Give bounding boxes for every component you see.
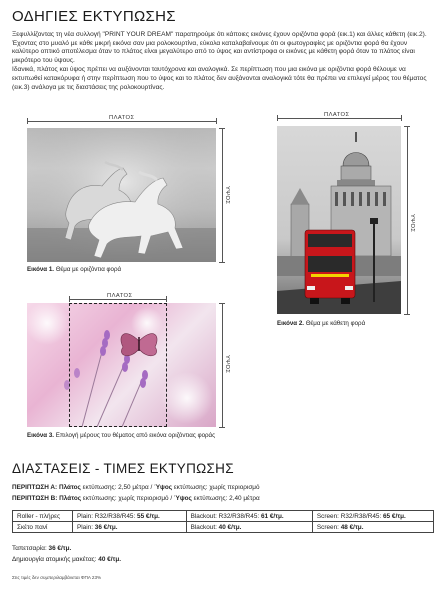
price-cell-blackout: Blackout: R32/R38/R45: 61 €/τμ. [186,511,312,522]
fig1-horses-photo [27,128,216,262]
fig3-height-line [222,303,223,427]
fig3-butterfly-photo [27,303,216,427]
fig3-width-line [69,299,167,300]
intro-text [12,31,434,93]
mockup-price: Δημιουργία ατομικής μακέτας: 40 €/τμ. [12,556,122,563]
fig3-height-label: ΥΨΟΣ [224,355,230,374]
fig3-crop-frame [69,303,167,427]
case-a-line: ΠΕΡΙΠΤΩΣΗ Α: Πλάτος εκτύπωσης: 2,50 μέτρα / Ύψος εκτύπωσης: χωρίς περιορισμό [12,484,260,491]
fig2-height-line [407,126,408,314]
price-row-name: Roller - πλήρες [13,511,73,522]
price-cell-screen: Screen: R32/R38/R45: 65 €/τμ. [312,511,433,522]
price-table [12,510,434,533]
page-title: ΟΔΗΓΙΕΣ ΕΚΤΥΠΩΣΗΣ [12,8,176,25]
fig2-caption: Εικόνα 2. Θέμα με κάθετη φορά [277,320,366,327]
fig3-caption: Εικόνα 3. Επιλογή μέρους του θέματος από εικόνα οριζόντιας φοράς [27,432,216,439]
fig1-width-line [27,121,217,122]
price-row-name: Σκέτο πανί [13,522,73,533]
intro-paragraph-2: Ιδανικά, πλάτος και ύψος πρέπει να αυξάνονται ταυτόχρονα και αναλογικά. Σε περίπτωση που μια εικόνα με οριζόντια φορά θέλουμε να εκτυπωθεί κατακόρυφα ή στην περίπτωση που το ύψος και το πλάτος δεν αυξάνονται αναλογικά τότε θα πρέπει να επιλεγεί μέρος του θέματος (εικ.3) ανάλογα με τις διαστάσεις της ρολοκουρτίνας. [12,66,427,91]
case-b-line: ΠΕΡΙΠΤΩΣΗ Β: Πλάτος εκτύπωσης: χωρίς περιορισμό / Ύψος εκτύπωσης: 2,40 μέτρα [12,495,260,502]
cathedral-bus-illustration [277,126,401,314]
horses-illustration [27,128,216,262]
price-cell-screen: Screen: 48 €/τμ. [312,522,433,533]
fig1-height-line [222,128,223,262]
fig1-width-label: ΠΛΑΤΟΣ [106,115,137,121]
wallpaper-price: Ταπετσαρία: 36 €/τμ. [12,545,72,552]
price-cell-plain: Plain: 36 €/τμ. [73,522,187,533]
fig2-height-label: ΥΨΟΣ [409,214,415,233]
price-row-roller [13,511,434,522]
fig2-london-bus-photo [277,126,401,314]
fig2-width-line [277,118,402,119]
fig1-height-label: ΥΨΟΣ [224,186,230,205]
fig3-width-label: ΠΛΑΤΟΣ [104,293,135,299]
price-cell-blackout: Blackout: 40 €/τμ. [186,522,312,533]
price-row-fabric [13,522,434,533]
vat-note: Στις τιμές δεν συμπεριλαμβάνεται ΦΠΑ 23% [12,575,102,580]
fig2-width-label: ΠΛΑΤΟΣ [321,112,352,118]
pricing-title: ΔΙΑΣΤΑΣΕΙΣ - ΤΙΜΕΣ ΕΚΤΥΠΩΣΗΣ [12,461,234,476]
intro-paragraph-1: Ξεφυλλίζοντας τη νέα συλλογή "PRINT YOUR DREAM" παρατηρούμε ότι κάποιες εικόνες έχουν οριζόντια φορά (εικ.1) και άλλες κάθετη (εικ.2). Έχοντας στο μυαλό με κάθε μικρή εικόνα σαν μια ρολοκουρτίνα, εύκολα καταλαβαίνουμε ότι οι φωτογραφίες με οριζόντια φορά θα έχουν καλύτερο οπτικό αποτέλεσμα όταν το πλάτος είναι μεγαλύτερο από το ύψος και αντίστροφα οι εικόνες με κάθετη φορά όταν το πλάτος είναι μικρότερο του ύψους. [12,31,427,64]
price-cell-plain: Plain: R32/R38/R45: 55 €/τμ. [73,511,187,522]
fig1-caption: Εικόνα 1. Θέμα με οριζόντια φορά [27,266,122,273]
